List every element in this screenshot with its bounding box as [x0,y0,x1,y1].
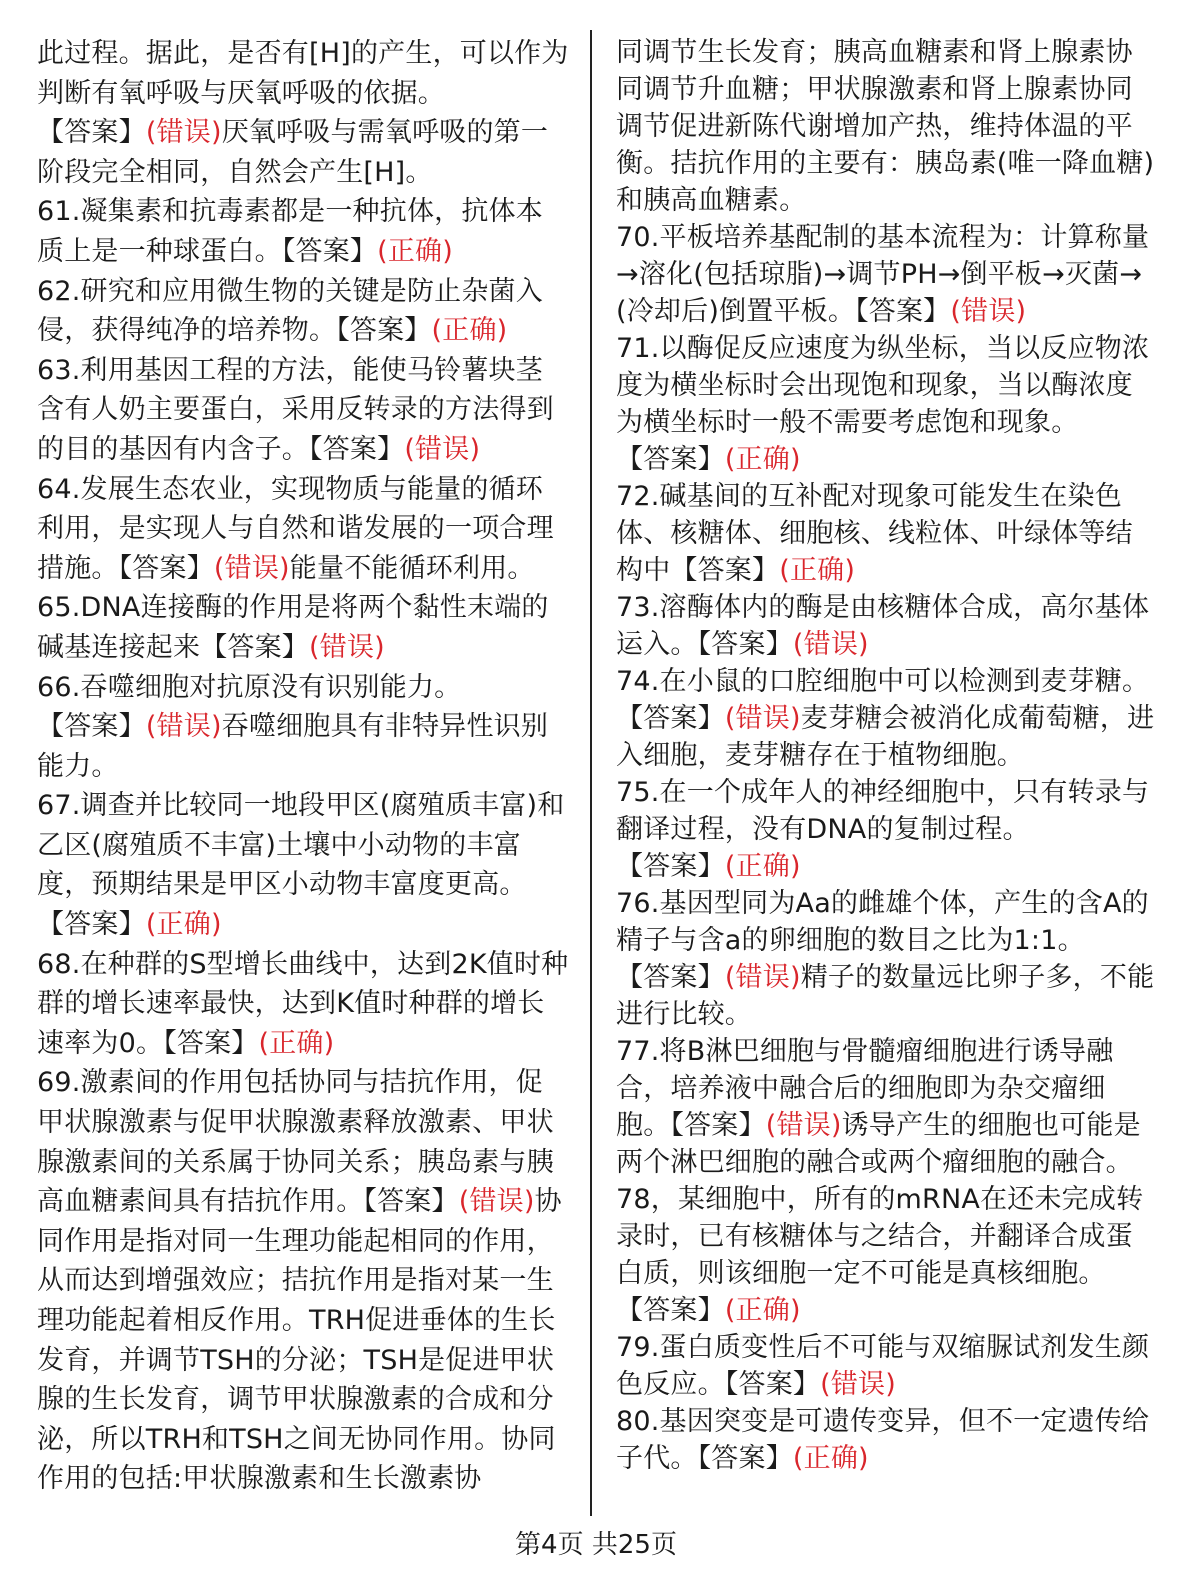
question-text: 同调节生长发育；胰高血糖素和肾上腺素协同调节升血糖；甲状腺激素和肾上腺素协同调节促进新陈代谢增加产热，维持体温的平衡。拮抗作用的主要有：胰岛素(唯一降血糖)和胰高血糖素。 [616,37,1155,216]
question-item [616,589,1156,663]
question-text: 75.在一个成年人的神经细胞中，只有转录与翻译过程，没有DNA的复制过程。 [616,777,1150,845]
question-text: 71.以酶促反应速度为纵坐标，当以反应物浓度为横坐标时会出现饱和现象，当以酶浓度为横坐标时一般不需要考虑饱和现象。 [616,333,1150,438]
question-text: 66.吞噬细胞对抗原没有识别能力。 [37,671,462,703]
answer-label: 【答案】 [118,552,214,584]
answer-label: 【答案】 [37,117,146,149]
answer-label: 【答案】 [670,555,780,586]
question-item [616,34,1156,219]
answer-label: 【答案】 [670,1110,766,1141]
question-item [37,588,569,667]
answer-explanation: 麦芽糖会被消化成葡萄糖，进入细胞，麦芽糖存在于植物细胞。 [616,703,1155,771]
question-text: 74.在小鼠的口腔细胞中可以检测到麦芽糖。 [616,666,1150,697]
question-item [616,663,1156,774]
answer-label: 【答案】 [616,444,725,475]
question-text: 79.蛋白质变性后不可能与双缩脲试剂发生颜色反应。 [616,1332,1150,1400]
answer-label: 【答案】 [855,296,951,327]
answer-label: 【答案】 [336,315,432,347]
question-item [37,1063,569,1499]
answer-label: 【答案】 [697,1443,793,1474]
question-item [616,1033,1156,1181]
question-item [616,478,1156,589]
question-text: 77.将B淋巴细胞与骨髓瘤细胞进行诱导融合，培养液中融合后的细胞即为杂交瘤细胞。 [616,1036,1114,1141]
question-text: 76.基因型同为Aa的雌雄个体，产生的含A的精子与含a的卵细胞的数目之比为1:1。 [616,888,1149,956]
right-column [616,34,1156,1477]
question-text: 64.发展生态农业，实现物质与能量的循环利用，是实现人与自然和谐发展的一项合理措施。 [37,473,554,584]
question-item [616,1181,1156,1292]
answer-verdict: (错误) [950,296,1027,327]
question-item [37,113,569,192]
answer-verdict: (错误) [792,629,869,660]
question-text: 此过程。据此，是否有[H]的产生，可以作为判断有氧呼吸与厌氧呼吸的依据。 [37,38,569,109]
answer-explanation: 诱导产生的细胞也可能是两个淋巴细胞的融合或两个瘤细胞的融合。 [616,1110,1141,1178]
answer-verdict: (正确) [724,444,801,475]
answer-verdict: (正确) [792,1443,869,1474]
answer-label: 【答案】 [616,851,725,882]
answer-label: 【答案】 [616,703,725,734]
answer-verdict: (正确) [724,851,801,882]
answer-verdict: (错误) [145,711,222,743]
answer-label: 【答案】 [363,1186,459,1218]
answer-verdict: (错误) [404,433,481,465]
question-item [616,219,1156,330]
answer-verdict: (正确) [779,555,856,586]
answer-verdict: (错误) [724,962,801,993]
question-item [37,272,569,351]
answer-verdict: (错误) [309,631,385,663]
answer-label: 【答案】 [163,1027,259,1059]
answer-verdict: (正确) [431,315,508,347]
question-item [37,192,569,271]
answer-explanation: 协同作用是指对同一生理功能起相同的作用，从而达到增强效应；拮抗作用是指对某一生理功能起着相反作用。TRH促进垂体的生长发育，并调节TSH的分泌；TSH是促进甲状腺的生长发育，调节甲状腺激素的合成和分泌，所以TRH和TSH之间无协同作用。协同作用的包括:甲状腺激素和生长激素协 [37,1186,562,1495]
question-item [37,470,569,589]
question-item [37,945,569,1064]
question-item [616,774,1156,848]
answer-verdict: (正确) [377,235,453,267]
answer-label: 【答案】 [616,962,725,993]
answer-label: 【答案】 [200,631,310,663]
question-text: 78，某细胞中，所有的mRNA在还未完成转录时，已有核糖体与之结合，并翻译合成蛋白质，则该细胞一定不可能是真核细胞。 [616,1184,1144,1289]
answer-verdict: (错误) [213,552,290,584]
question-item [616,1292,1156,1329]
answer-explanation: 厌氧呼吸与需氧呼吸的第一阶段完全相同，自然会产生[H]。 [37,117,549,188]
question-text: 65.DNA连接酶的作用是将两个黏性末端的碱基连接起来 [37,592,549,663]
answer-verdict: (错误) [765,1110,842,1141]
question-text: 68.在种群的S型增长曲线中，达到2K值时种群的增长速率最快，达到K值时种群的增长速率为0。 [37,948,569,1059]
answer-verdict: (错误) [820,1369,896,1400]
answer-label: 【答案】 [616,1295,725,1326]
question-item [37,668,569,708]
question-item [616,441,1156,478]
question-item [616,1403,1156,1477]
answer-label: 【答案】 [37,909,146,941]
question-text: 63.利用基因工程的方法，能使马铃薯块茎含有人奶主要蛋白，采用反转录的方法得到的目的基因有内含子。 [37,354,554,465]
question-item [37,34,569,113]
question-item [616,1329,1156,1403]
question-item [616,959,1156,1033]
question-item [616,330,1156,441]
answer-verdict: (正确) [724,1295,801,1326]
page-number: 第4页 共25页 [515,1530,677,1560]
answer-label: 【答案】 [724,1369,821,1400]
question-text: 61.凝集素和抗毒素都是一种抗体，抗体本质上是一种球蛋白。 [37,196,543,267]
question-item [37,351,569,470]
question-item [616,848,1156,885]
answer-verdict: (正确) [145,909,222,941]
answer-explanation: 吞噬细胞具有非特异性识别能力。 [37,711,549,782]
answer-label: 【答案】 [309,433,405,465]
question-item [616,885,1156,959]
answer-label: 【答案】 [281,235,378,267]
question-text: 72.碱基间的互补配对现象可能发生在染色体、核糖体、细胞核、线粒体、叶绿体等结构中 [616,481,1133,586]
column-divider [590,30,592,1516]
left-column [37,34,569,1499]
answer-label: 【答案】 [697,629,793,660]
question-item [37,786,569,905]
answer-explanation: 能量不能循环利用。 [289,552,535,584]
question-text: 73.溶酶体内的酶是由核糖体合成，高尔基体运入。 [616,592,1150,660]
answer-verdict: (错误) [724,703,801,734]
question-item [37,905,569,945]
answer-verdict: (错误) [458,1186,535,1218]
question-text: 69.激素间的作用包括协同与拮抗作用，促甲状腺激素与促甲状腺激素释放激素、甲状腺激素间的关系属于协同关系；胰岛素与胰高血糖素间具有拮抗作用。 [37,1067,554,1218]
question-text: 62.研究和应用微生物的关键是防止杂菌入侵，获得纯净的培养物。 [37,275,543,347]
answer-explanation: 精子的数量远比卵子多，不能进行比较。 [616,962,1155,1030]
question-text: 67.调查并比较同一地段甲区(腐殖质丰富)和乙区(腐殖质不丰富)土壤中小动物的丰富度，预期结果是甲区小动物丰富度更高。 [37,790,565,901]
answer-verdict: (正确) [258,1027,335,1059]
question-item [37,707,569,786]
answer-verdict: (错误) [145,117,222,149]
question-text: 70.平板培养基配制的基本流程为：计算称量→溶化(包括琼脂)→调节PH→倒平板→灭菌→(冷却后)倒置平板。 [616,222,1150,327]
question-text: 80.基因突变是可遗传变异，但不一定遗传给子代。 [616,1406,1150,1474]
answer-label: 【答案】 [37,711,146,743]
